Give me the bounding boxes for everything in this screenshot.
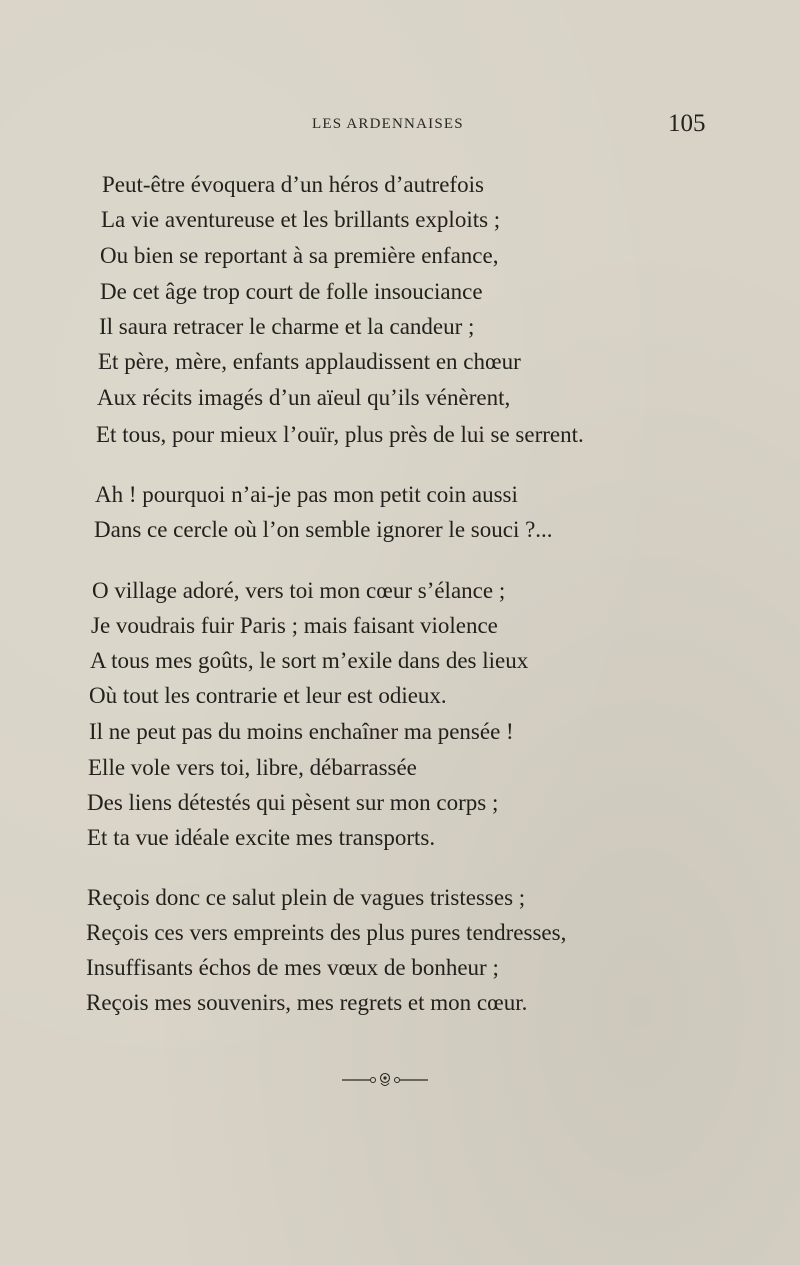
verse-line: Reçois donc ce salut plein de vagues tristesses ; bbox=[87, 885, 526, 910]
verse-line: Peut-être évoquera d’un héros d’autrefois bbox=[102, 172, 484, 197]
verse-line: Insuffisants échos de mes vœux de bonheur ; bbox=[86, 955, 499, 980]
verse-line: La vie aventureuse et les brillants exploits ; bbox=[101, 207, 501, 232]
verse-line: Je voudrais fuir Paris ; mais faisant violence bbox=[91, 613, 498, 638]
verse-line: Reçois mes souvenirs, mes regrets et mon cœur. bbox=[86, 990, 528, 1015]
verse-line: Il ne peut pas du moins enchaîner ma pensée ! bbox=[89, 719, 514, 744]
verse-line: Et tous, pour mieux l’ouïr, plus près de lui se serrent. bbox=[96, 422, 584, 447]
verse-line: Ou bien se reportant à sa première enfance, bbox=[100, 243, 499, 268]
verse-line: O village adoré, vers toi mon cœur s’élance ; bbox=[92, 578, 506, 603]
verse-line: Où tout les contrarie et leur est odieux. bbox=[89, 683, 447, 708]
verse-line: Des liens détestés qui pèsent sur mon corps ; bbox=[87, 790, 499, 815]
verse-line: Reçois ces vers empreints des plus pures tendresses, bbox=[86, 920, 567, 945]
verse-line: Et ta vue idéale excite mes transports. bbox=[87, 825, 436, 850]
verse-line: Ah ! pourquoi n’ai-je pas mon petit coin aussi bbox=[95, 482, 518, 507]
verse-line: Aux récits imagés d’un aïeul qu’ils vénèrent, bbox=[97, 385, 511, 410]
verse-line: A tous mes goûts, le sort m’exile dans des lieux bbox=[90, 648, 529, 673]
verse-line: Elle vole vers toi, libre, débarrassée bbox=[88, 755, 417, 780]
running-title: LES ARDENNAISES bbox=[312, 116, 464, 132]
verse-line: De cet âge trop court de folle insouciance bbox=[100, 279, 483, 304]
verse-line: Il saura retracer le charme et la candeur ; bbox=[99, 314, 475, 339]
verse-line: Et père, mère, enfants applaudissent en chœur bbox=[98, 349, 521, 374]
verse-line: Dans ce cercle où l’on semble ignorer le souci ?... bbox=[94, 517, 553, 542]
fleuron-ornament-icon bbox=[340, 1070, 430, 1090]
page-number: 105 bbox=[668, 110, 706, 137]
